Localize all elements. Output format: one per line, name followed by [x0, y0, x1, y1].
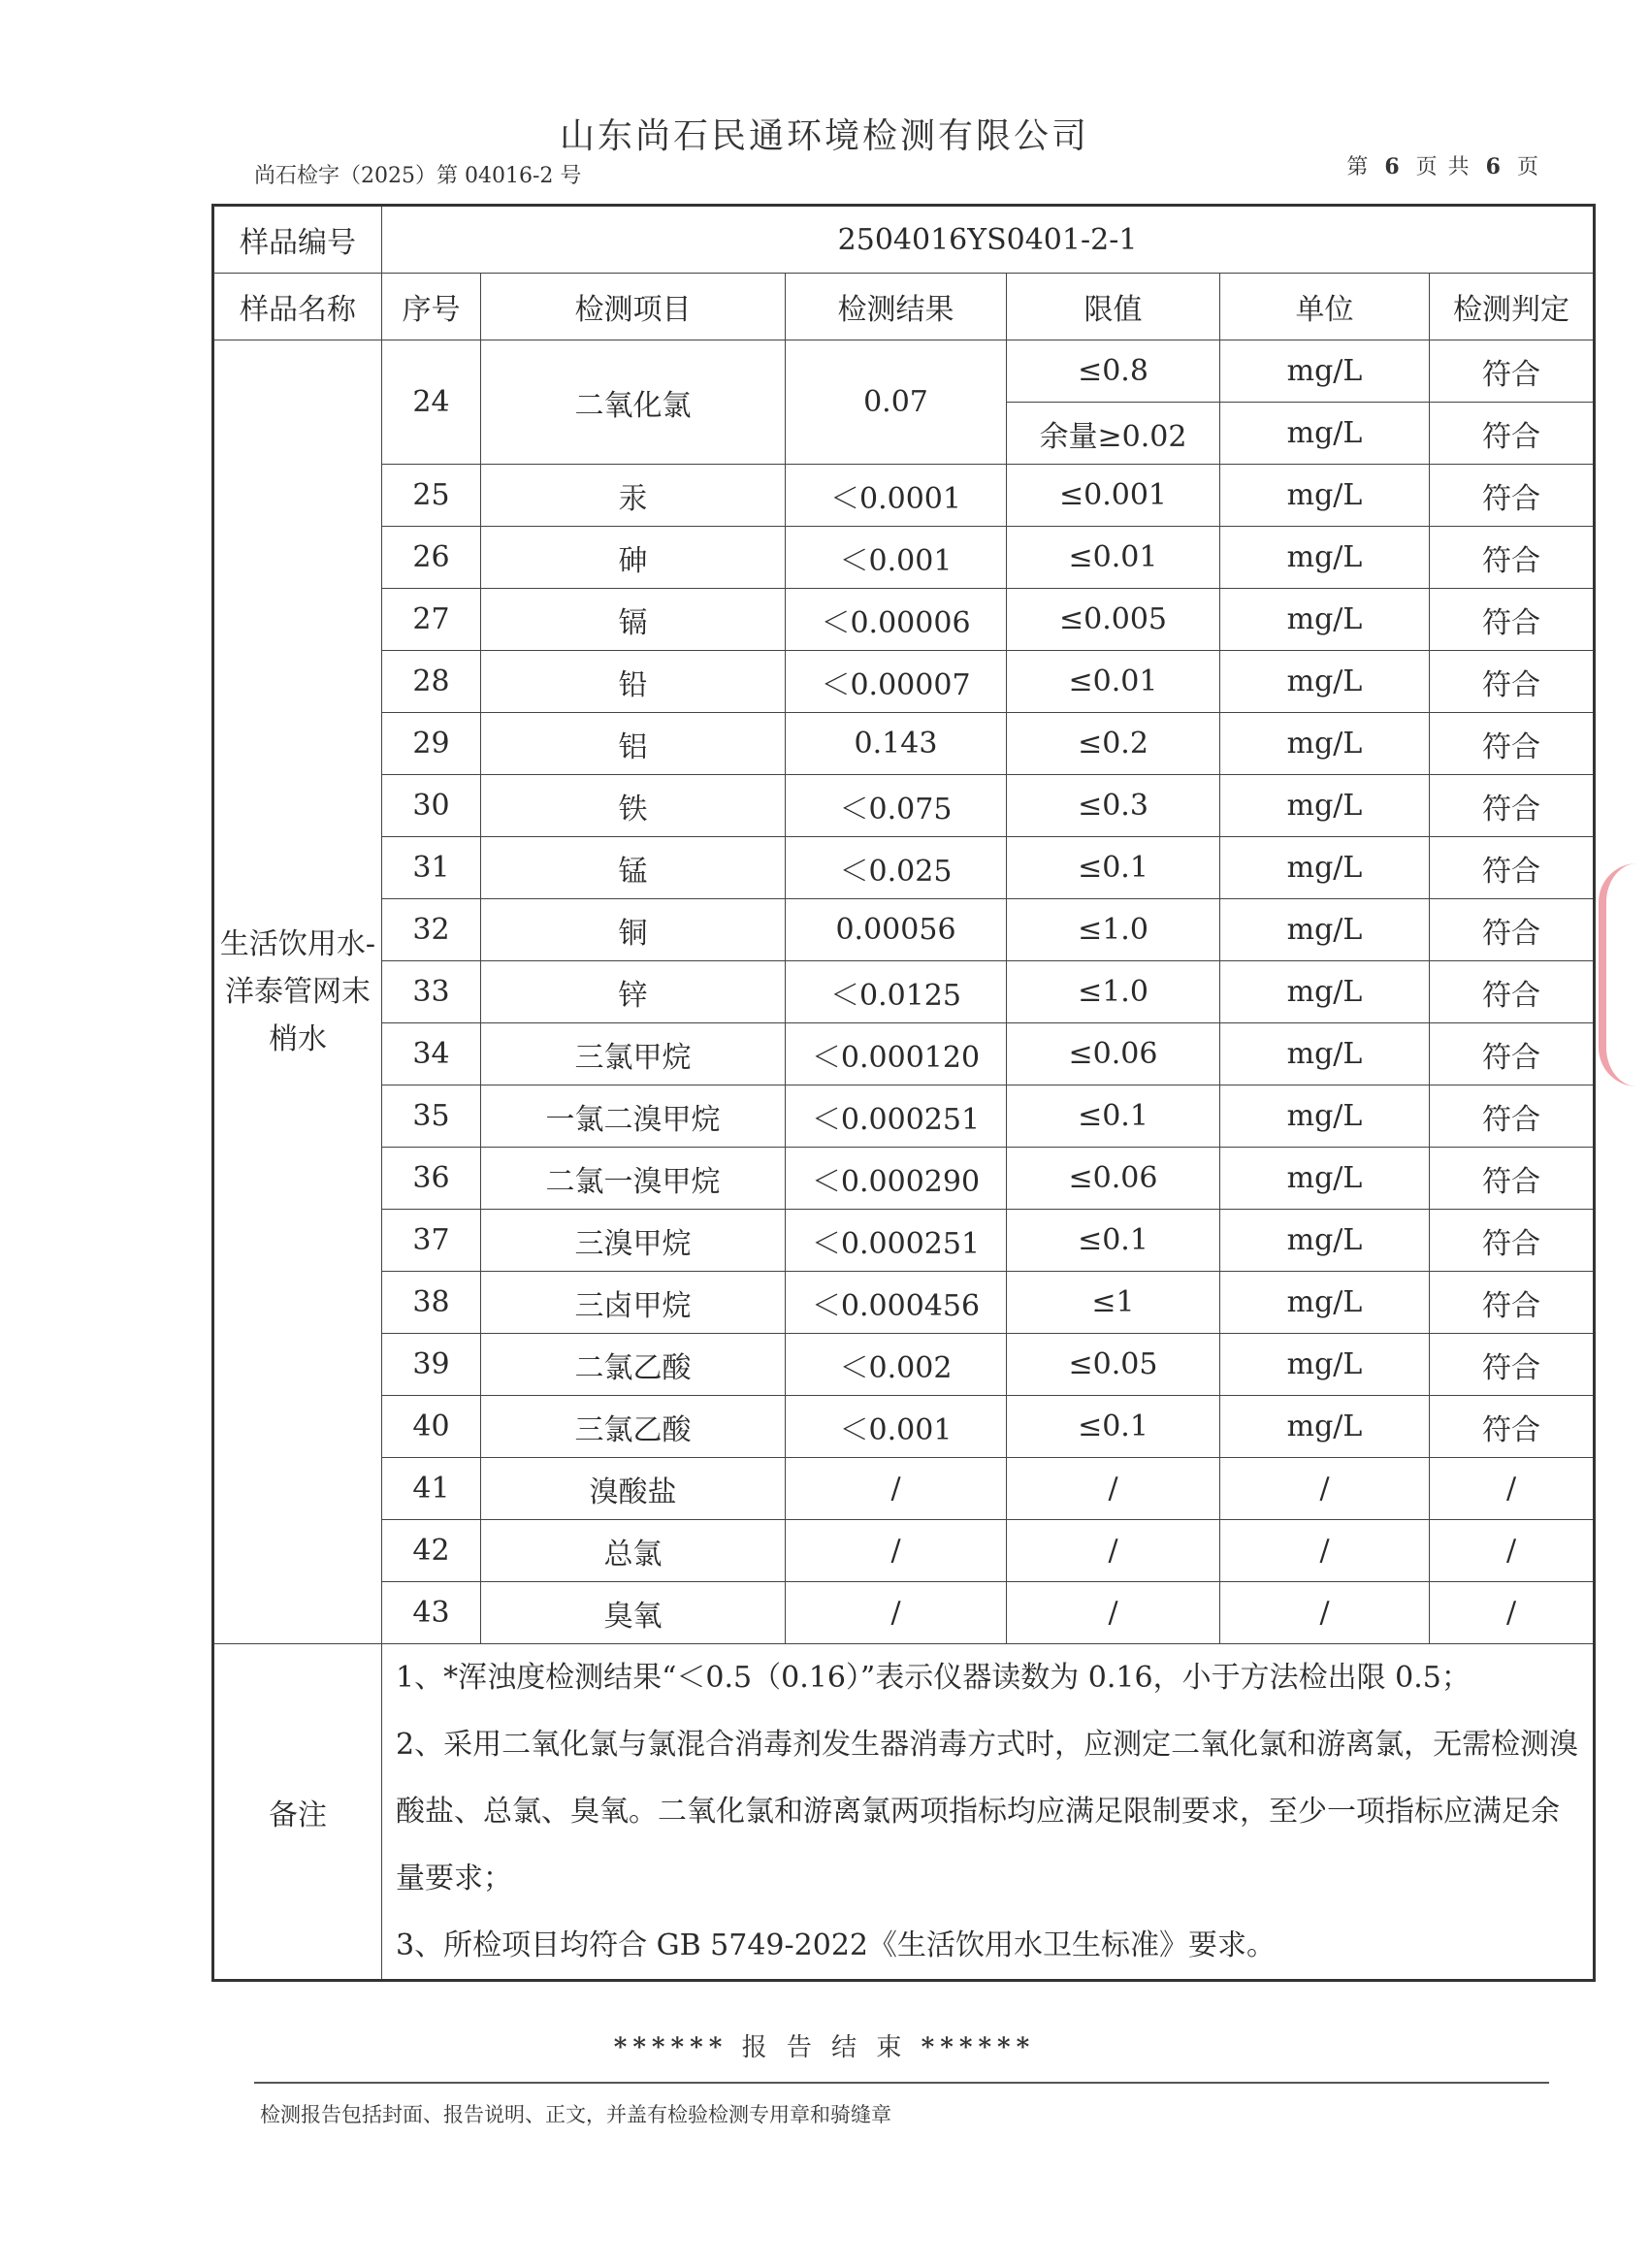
- seq-cell: 36: [382, 1148, 481, 1210]
- result-cell: ＜0.000120: [786, 1023, 1007, 1085]
- unit-cell: mg/L: [1220, 589, 1430, 651]
- limit-cell: ≤0.06: [1007, 1148, 1220, 1210]
- verdict-cell: /: [1430, 1520, 1595, 1582]
- seq-cell: 28: [382, 651, 481, 713]
- limit-cell: ≤0.1: [1007, 1085, 1220, 1148]
- seq-cell: 29: [382, 713, 481, 775]
- company-name: 山东尚石民通环境检测有限公司: [559, 116, 1089, 156]
- seq-cell: 24: [382, 340, 481, 465]
- item-cell: 溴酸盐: [481, 1458, 786, 1520]
- unit-cell: mg/L: [1220, 1396, 1430, 1458]
- result-cell: ＜0.025: [786, 837, 1007, 899]
- seq-cell: 43: [382, 1582, 481, 1644]
- note-item-3: 3、所检项目均符合 GB 5749-2022《生活饮用水卫生标准》要求。: [396, 1928, 1277, 1962]
- verdict-cell: 符合: [1430, 1148, 1595, 1210]
- unit-cell: mg/L: [1220, 1210, 1430, 1272]
- col-header-limit: 限值: [1007, 274, 1220, 340]
- col-header-result: 检测结果: [786, 274, 1007, 340]
- table-row: [213, 527, 1595, 589]
- limit-cell: ≤0.01: [1007, 527, 1220, 589]
- seq-cell: 37: [382, 1210, 481, 1272]
- item-cell: 锌: [481, 961, 786, 1023]
- footer-divider: [254, 2082, 1549, 2084]
- table-row: [213, 465, 1595, 527]
- item-cell: 二氯乙酸: [481, 1334, 786, 1396]
- notes-row: [213, 1644, 1595, 1981]
- unit-cell: mg/L: [1220, 465, 1430, 527]
- table-row: [213, 1458, 1595, 1520]
- seq-cell: 26: [382, 527, 481, 589]
- item-cell: 汞: [481, 465, 786, 527]
- unit-cell: mg/L: [1220, 651, 1430, 713]
- verdict-cell: 符合: [1430, 1272, 1595, 1334]
- verdict-cell: 符合: [1430, 775, 1595, 837]
- end-text: 报 告 结 束: [741, 2033, 908, 2062]
- table-row: [213, 713, 1595, 775]
- unit-cell: mg/L: [1220, 340, 1430, 403]
- verdict-cell: 符合: [1430, 713, 1595, 775]
- unit-cell: mg/L: [1220, 1085, 1430, 1148]
- limit-cell: ≤0.8: [1007, 340, 1220, 403]
- page-total: 6: [1485, 154, 1503, 179]
- seq-cell: 40: [382, 1396, 481, 1458]
- result-cell: 0.143: [786, 713, 1007, 775]
- sample-name-cell: 生活饮用水-洋泰管网末梢水: [213, 340, 382, 1644]
- page-current: 6: [1384, 154, 1402, 179]
- verdict-cell: 符合: [1430, 1334, 1595, 1396]
- limit-cell: ≤0.1: [1007, 1396, 1220, 1458]
- unit-cell: mg/L: [1220, 837, 1430, 899]
- seq-cell: 41: [382, 1458, 481, 1520]
- end-stars-right: ******: [921, 2033, 1036, 2062]
- unit-cell: mg/L: [1220, 775, 1430, 837]
- verdict-cell: 符合: [1430, 961, 1595, 1023]
- limit-cell: ≤1: [1007, 1272, 1220, 1334]
- footer-note: 检测报告包括封面、报告说明、正文，并盖有检验检测专用章和骑缝章: [260, 2103, 891, 2126]
- verdict-cell: /: [1430, 1458, 1595, 1520]
- result-cell: ＜0.000456: [786, 1272, 1007, 1334]
- table-row: [213, 899, 1595, 961]
- result-cell: ＜0.000251: [786, 1210, 1007, 1272]
- verdict-cell: 符合: [1430, 651, 1595, 713]
- table-row: [213, 651, 1595, 713]
- report-number: 尚石检字（2025）第 04016-2 号: [254, 164, 582, 188]
- limit-cell: ≤1.0: [1007, 961, 1220, 1023]
- seq-cell: 27: [382, 589, 481, 651]
- unit-cell: /: [1220, 1582, 1430, 1644]
- item-cell: 铅: [481, 651, 786, 713]
- seal-stamp-edge: [1599, 863, 1641, 1086]
- item-cell: 镉: [481, 589, 786, 651]
- limit-cell: ≤1.0: [1007, 899, 1220, 961]
- item-cell: 三氯乙酸: [481, 1396, 786, 1458]
- seq-cell: 25: [382, 465, 481, 527]
- unit-cell: mg/L: [1220, 1272, 1430, 1334]
- verdict-cell: 符合: [1430, 1023, 1595, 1085]
- item-cell: 总氯: [481, 1520, 786, 1582]
- col-header-sample-name: 样品名称: [213, 274, 382, 340]
- table-row: [213, 775, 1595, 837]
- table-row: [213, 1272, 1595, 1334]
- result-cell: ＜0.0001: [786, 465, 1007, 527]
- table-row: [213, 1582, 1595, 1644]
- col-header-verdict: 检测判定: [1430, 274, 1595, 340]
- item-cell: 三卤甲烷: [481, 1272, 786, 1334]
- end-stars-left: ******: [613, 2033, 728, 2062]
- unit-cell: mg/L: [1220, 403, 1430, 465]
- result-cell: 0.00056: [786, 899, 1007, 961]
- report-end-mark: [0, 2027, 1649, 2063]
- col-header-unit: 单位: [1220, 274, 1430, 340]
- verdict-cell: 符合: [1430, 1085, 1595, 1148]
- item-cell: 锰: [481, 837, 786, 899]
- limit-cell: /: [1007, 1458, 1220, 1520]
- unit-cell: /: [1220, 1520, 1430, 1582]
- unit-cell: mg/L: [1220, 1334, 1430, 1396]
- limit-cell: ≤0.1: [1007, 1210, 1220, 1272]
- limit-cell: ≤0.005: [1007, 589, 1220, 651]
- limit-cell: ≤0.3: [1007, 775, 1220, 837]
- limit-cell: ≤0.001: [1007, 465, 1220, 527]
- unit-cell: mg/L: [1220, 527, 1430, 589]
- page-mid: 页 共: [1415, 155, 1471, 179]
- table-row: [213, 340, 1595, 403]
- table-row: [213, 1396, 1595, 1458]
- item-cell: 臭氧: [481, 1582, 786, 1644]
- item-cell: 一氯二溴甲烷: [481, 1085, 786, 1148]
- item-cell: 三溴甲烷: [481, 1210, 786, 1272]
- seq-cell: 34: [382, 1023, 481, 1085]
- table-row: [213, 1210, 1595, 1272]
- item-cell: 二氯一溴甲烷: [481, 1148, 786, 1210]
- result-cell: ＜0.002: [786, 1334, 1007, 1396]
- page-indicator: [1346, 150, 1540, 180]
- result-cell: ＜0.00006: [786, 589, 1007, 651]
- unit-cell: /: [1220, 1458, 1430, 1520]
- limit-cell: ≤0.1: [1007, 837, 1220, 899]
- note-item-1: 1、*浑浊度检测结果“＜0.5（0.16）”表示仪器读数为 0.16，小于方法检出限 0.5；: [396, 1661, 1471, 1695]
- verdict-cell: 符合: [1430, 1396, 1595, 1458]
- verdict-cell: 符合: [1430, 1210, 1595, 1272]
- unit-cell: mg/L: [1220, 1023, 1430, 1085]
- verdict-cell: 符合: [1430, 403, 1595, 465]
- unit-cell: mg/L: [1220, 713, 1430, 775]
- notes-content: [382, 1644, 1595, 1981]
- sample-number-row: [213, 206, 1595, 274]
- limit-cell: 余量≥0.02: [1007, 403, 1220, 465]
- table-row: [213, 589, 1595, 651]
- limit-cell: ≤0.01: [1007, 651, 1220, 713]
- verdict-cell: 符合: [1430, 899, 1595, 961]
- limit-cell: ≤0.06: [1007, 1023, 1220, 1085]
- verdict-cell: 符合: [1430, 589, 1595, 651]
- verdict-cell: 符合: [1430, 340, 1595, 403]
- table-row: [213, 1023, 1595, 1085]
- seq-cell: 39: [382, 1334, 481, 1396]
- verdict-cell: /: [1430, 1582, 1595, 1644]
- verdict-cell: 符合: [1430, 465, 1595, 527]
- unit-cell: mg/L: [1220, 899, 1430, 961]
- verdict-cell: 符合: [1430, 527, 1595, 589]
- col-header-item: 检测项目: [481, 274, 786, 340]
- item-cell: 铝: [481, 713, 786, 775]
- result-cell: ＜0.000290: [786, 1148, 1007, 1210]
- result-cell: ＜0.0125: [786, 961, 1007, 1023]
- note-item-2: 2、采用二氧化氯与氯混合消毒剂发生器消毒方式时，应测定二氧化氯和游离氯，无需检测溴酸盐、总氯、臭氧。二氧化氯和游离氯两项指标均应满足限制要求，至少一项指标应满足余量要求；: [396, 1728, 1579, 1895]
- limit-cell: ≤0.2: [1007, 713, 1220, 775]
- item-cell: 铁: [481, 775, 786, 837]
- item-cell: 三氯甲烷: [481, 1023, 786, 1085]
- table-row: [213, 1520, 1595, 1582]
- item-cell: 铜: [481, 899, 786, 961]
- limit-cell: /: [1007, 1520, 1220, 1582]
- limit-cell: /: [1007, 1582, 1220, 1644]
- result-cell: 0.07: [786, 340, 1007, 465]
- sample-number-label: 样品编号: [213, 206, 382, 274]
- result-cell: /: [786, 1458, 1007, 1520]
- table-row: [213, 961, 1595, 1023]
- table-row: [213, 1085, 1595, 1148]
- sample-number-value: 2504016YS0401-2-1: [382, 206, 1595, 274]
- result-cell: ＜0.000251: [786, 1085, 1007, 1148]
- verdict-cell: 符合: [1430, 837, 1595, 899]
- test-results-table: [211, 204, 1596, 1982]
- result-cell: /: [786, 1582, 1007, 1644]
- column-header-row: [213, 274, 1595, 340]
- result-cell: ＜0.075: [786, 775, 1007, 837]
- item-cell: 二氧化氯: [481, 340, 786, 465]
- seq-cell: 35: [382, 1085, 481, 1148]
- notes-label: 备注: [213, 1644, 382, 1981]
- table-row: [213, 1148, 1595, 1210]
- item-cell: 砷: [481, 527, 786, 589]
- seq-cell: 31: [382, 837, 481, 899]
- col-header-seq: 序号: [382, 274, 481, 340]
- result-cell: /: [786, 1520, 1007, 1582]
- result-cell: ＜0.00007: [786, 651, 1007, 713]
- seq-cell: 38: [382, 1272, 481, 1334]
- result-cell: ＜0.001: [786, 1396, 1007, 1458]
- seq-cell: 42: [382, 1520, 481, 1582]
- seq-cell: 30: [382, 775, 481, 837]
- limit-cell: ≤0.05: [1007, 1334, 1220, 1396]
- page-prefix: 第: [1346, 155, 1371, 179]
- unit-cell: mg/L: [1220, 1148, 1430, 1210]
- table-row: [213, 1334, 1595, 1396]
- page-suffix: 页: [1516, 155, 1540, 179]
- result-cell: ＜0.001: [786, 527, 1007, 589]
- unit-cell: mg/L: [1220, 961, 1430, 1023]
- seq-cell: 33: [382, 961, 481, 1023]
- table-row: [213, 837, 1595, 899]
- seq-cell: 32: [382, 899, 481, 961]
